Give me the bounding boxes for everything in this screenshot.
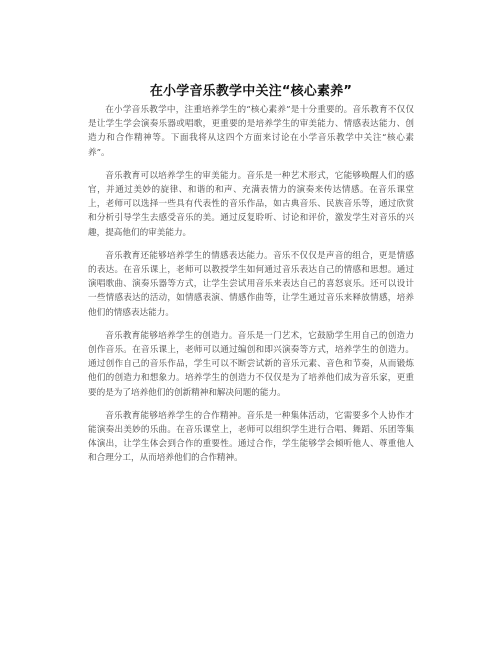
paragraph-intro: 在小学音乐教学中，注重培养学生的“核心素养”是十分重要的。音乐教育不仅仅是让学生学会演奏乐器或唱歌，更重要的是培养学生的审美能力、情感表达能力、创造力和合作精神等。下面我将从这四个方面来讨论在小学音乐教学中关注“核心素养”。 [88,105,414,158]
paragraph-aesthetic: 音乐教育可以培养学生的审美能力。音乐是一种艺术形式，它能够唤醒人们的感官，并通过美妙的旋律、和谐的和声、充满表情力的演奏来传达情感。在音乐课堂上，老师可以选择一些具有代表性的音乐作品，如古典音乐、民族音乐等，通过欣赏和分析引导学生去感受音乐的美。通过反复聆听、讨论和评价，激发学生对音乐的兴趣，提高他们的审美能力。 [88,170,414,238]
document-body [88,103,414,475]
paragraph-creativity: 音乐教育能够培养学生的创造力。音乐是一门艺术，它鼓励学生用自己的创造力创作音乐。在音乐课上，老师可以通过编创和即兴演奏等方式，培养学生的创造力。通过创作自己的音乐作品，学生可以不断尝试新的音乐元素、音色和节奏，从而锻炼他们的创造力和想象力。培养学生的创造力不仅仅是为了培养他们成为音乐家，更重要的是为了培养他们的创新精神和解决问题的能力。 [88,330,414,398]
paragraph-cooperation: 音乐教育能够培养学生的合作精神。音乐是一种集体活动，它需要多个人协作才能演奏出美妙的乐曲。在音乐课堂上，老师可以组织学生进行合唱、舞蹈、乐团等集体演出，让学生体会到合作的重要性。通过合作，学生能够学会倾听他人、尊重他人和合理分工，从而培养他们的合作精神。 [88,410,414,464]
document-title: 在小学音乐教学中关注“核心素养” [149,84,353,99]
paragraph-emotion: 音乐教育还能够培养学生的情感表达能力。音乐不仅仅是声音的组合，更是情感的表达。在音乐课上，老师可以教授学生如何通过音乐表达自己的情感和思想。通过演唱歌曲、演奏乐器等方式，让学生尝试用音乐来表达自己的喜怒哀乐。还可以设计一些情感表达的活动，如情感表演、情感作曲等，让学生通过音乐来释放情感，培养他们的情感表达能力。 [88,250,414,318]
